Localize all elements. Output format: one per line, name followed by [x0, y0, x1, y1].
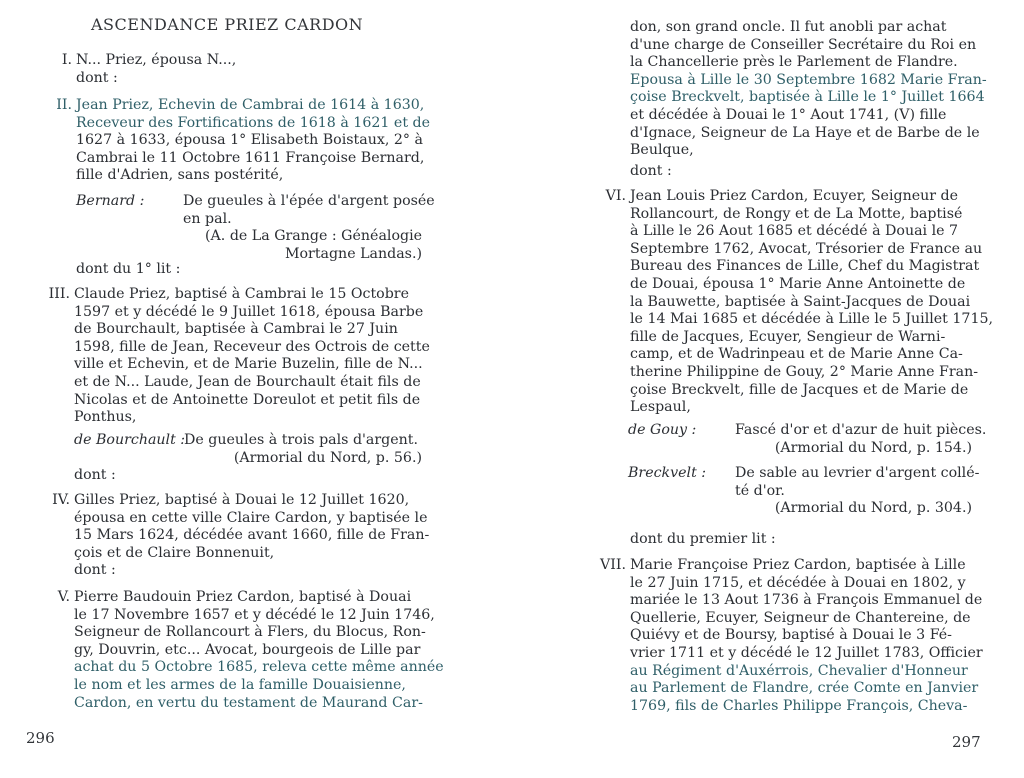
arms-desc-line: De sable au levrier d'argent collé- — [735, 465, 980, 481]
dont: dont : — [630, 163, 672, 179]
entry-line: Pierre Baudouin Priez Cardon, baptisé à Douai — [74, 589, 412, 605]
entry-line: N... Priez, épousa N..., — [76, 52, 237, 68]
arms-description — [735, 465, 980, 518]
arms-desc-line: De gueules à l'épée d'argent posée — [183, 193, 435, 209]
arms-name: de Bourchault : — [74, 432, 186, 448]
entry-VII — [600, 557, 983, 715]
entry-V-continuation — [630, 19, 987, 160]
entry-line: et de N... Laude, Jean de Bourchault était fils de — [74, 373, 421, 390]
entry-numeral: IV. — [52, 492, 70, 508]
arms-name: Bernard : — [76, 193, 145, 209]
arms-source: (A. de La Grange : Généalogie — [205, 228, 422, 245]
entry-line: d'Ignace, Seigneur de La Haye et de Barbe de le — [630, 124, 980, 141]
page-number: 297 — [952, 733, 981, 751]
entry-line: fille de Jacques, Ecuyer, Sengieur de Warni- — [630, 328, 946, 345]
entry-numeral: III. — [48, 286, 70, 302]
entry-line: 15 Mars 1624, décédée avant 1660, fille de Fran- — [74, 527, 430, 544]
entry-line: Quellerie, Ecuyer, Seigneur de Chantereine, de — [630, 609, 971, 626]
entry-II — [56, 97, 431, 185]
arms-desc-line: té d'or. — [735, 482, 785, 499]
entry-line: et décédée à Douai le 1° Aout 1741, (V) fille — [630, 106, 947, 123]
entry-line: 1627 à 1633, épousa 1° Elisabeth Boistaux, 2° à — [76, 132, 423, 149]
arms-source: (Armorial du Nord, p. 154.) — [774, 439, 972, 456]
entry-line: Receveur des Fortifications de 1618 à 1621 et de — [76, 114, 431, 131]
arms-description — [735, 422, 987, 457]
entry-numeral: VII. — [600, 557, 626, 573]
arms-description — [184, 432, 422, 467]
entry-line: à Lille le 26 Aout 1685 et décédé à Douai le 7 — [630, 223, 959, 240]
entry-line: Quiévy et de Boursy, baptisé à Douai le 3 Fé- — [630, 627, 952, 644]
arms-description — [183, 193, 435, 263]
entry-numeral: VI. — [605, 188, 626, 204]
entry-line: la Chancellerie près le Parlement de Flandre. — [630, 54, 958, 71]
arms-source: (Armorial du Nord, p. 304.) — [774, 500, 972, 517]
arms-desc-line: Fascé d'or et d'azur de huit pièces. — [735, 422, 987, 438]
entry-line: Rollancourt, de Rongy et de La Motte, baptisé — [630, 205, 963, 222]
entry-line: la Bauwette, baptisée à Saint-Jacques de Douai — [630, 293, 971, 310]
entry-line: Marie Françoise Priez Cardon, baptisée à Lille — [630, 557, 966, 573]
entry-line: Bureau des Finances de Lille, Chef du Magistrat — [630, 258, 980, 275]
entry-line: fille d'Adrien, sans postérité, — [76, 167, 284, 184]
entry-line: 1598, fille de Jean, Receveur des Octrois de cette — [74, 338, 430, 355]
entry-line: çois et de Claire Bonnenuit, — [74, 544, 275, 561]
entry-line: Nicolas et de Antoinette Doreulot et petit fils de — [74, 391, 421, 408]
arms-name: de Gouy : — [628, 422, 697, 438]
arms-name: Breckvelt : — [628, 465, 707, 481]
arms-source: Mortagne Landas.) — [284, 245, 422, 262]
entry-line: 1769, fils de Charles Philippe François, Cheva- — [630, 697, 968, 714]
dont: dont : — [74, 467, 116, 483]
entry-line: camp, et de Wadrinpeau et de Marie Anne Ca- — [630, 346, 963, 363]
entry-line: achat du 5 Octobre 1685, releva cette même année — [74, 659, 444, 676]
entry-line: Jean Louis Priez Cardon, Ecuyer, Seigneur de — [630, 188, 959, 204]
entry-VI — [605, 188, 994, 417]
entry-line: le 27 Juin 1715, et décédée à Douai en 1802, y — [630, 574, 966, 591]
entry-line: le 17 Novembre 1657 et y décédé le 12 Juin 1746, — [74, 606, 435, 623]
entry-line: Cardon, en vertu du testament de Maurand Car- — [74, 694, 423, 711]
entry-line: de Douai, épousa 1° Marie Anne Antoinette de — [630, 275, 966, 292]
entry-numeral: I. — [61, 52, 72, 68]
arms-desc-line: en pal. — [183, 210, 232, 227]
entry-line: ville et Echevin, et de Marie Buzelin, fille de N... — [74, 356, 423, 373]
entry-line: Lespaul, — [630, 399, 691, 416]
entry-line: d'une charge de Conseiller Secrétaire du Roi en — [630, 36, 977, 53]
arms-desc-line: De gueules à trois pals d'argent. — [184, 432, 418, 448]
entry-line: Septembre 1762, Avocat, Trésorier de France au — [630, 240, 983, 257]
dont-first-marriage: dont du 1° lit : — [76, 261, 181, 277]
entry-line: Gilles Priez, baptisé à Douai le 12 Juillet 1620, — [74, 492, 410, 508]
right-page — [512, 0, 1024, 778]
entry-line: don, son grand oncle. Il fut anobli par achat — [630, 19, 947, 35]
entry-IV — [52, 492, 430, 580]
entry-line: Beulque, — [630, 142, 694, 159]
entry-numeral: V. — [57, 589, 70, 605]
entry-line: Ponthus, — [74, 409, 137, 426]
entry-line: le 14 Mai 1685 et décédée à Lille le 5 Juillet 1715, — [630, 311, 994, 328]
entry-line: dont : — [74, 562, 116, 579]
entry-line: Epousa à Lille le 30 Septembre 1682 Marie Fran- — [630, 71, 987, 88]
entry-line: au Parlement de Flandre, crée Comte en Janvier — [630, 680, 979, 697]
entry-line: Seigneur de Rollancourt à Flers, du Blocus, Ron- — [74, 624, 426, 641]
entry-numeral: II. — [56, 97, 72, 113]
entry-line: de Bourchault, baptisée à Cambrai le 27 Juin — [74, 321, 398, 338]
entry-III — [48, 286, 430, 427]
entry-line: therine Philippine de Gouy, 2° Marie Anne Fran- — [630, 363, 979, 380]
entry-I — [61, 52, 237, 87]
entry-V — [57, 589, 444, 712]
entry-line: gy, Douvrin, etc... Avocat, bourgeois de Lille par — [74, 641, 421, 658]
entry-line: 1597 et y décédé le 9 Juillet 1618, épousa Barbe — [74, 303, 424, 320]
entry-line: Cambrai le 11 Octobre 1611 Françoise Bernard, — [76, 149, 425, 166]
entry-line: dont : — [76, 69, 118, 86]
entry-line: épousa en cette ville Claire Cardon, y baptisée le — [74, 509, 428, 526]
entry-line: Jean Priez, Echevin de Cambrai de 1614 à 1630, — [76, 97, 425, 113]
entry-line: mariée le 13 Aout 1736 à François Emmanuel de — [630, 592, 983, 609]
page-title: ASCENDANCE PRIEZ CARDON — [91, 15, 364, 34]
entry-line: au Régiment d'Auxérrois, Chevalier d'Honneur — [630, 662, 968, 679]
page-number: 296 — [26, 729, 55, 747]
entry-line: çoise Breckvelt, fille de Jacques et de Marie de — [630, 381, 969, 398]
entry-line: le nom et les armes de la famille Douaisienne, — [74, 676, 406, 693]
entry-line: çoise Breckvelt, baptisée à Lille le 1° Juillet 1664 — [630, 89, 985, 106]
entry-line: Claude Priez, baptisé à Cambrai le 15 Octobre — [74, 286, 409, 302]
dont-first-marriage: dont du premier lit : — [630, 531, 776, 547]
arms-source: (Armorial du Nord, p. 56.) — [233, 449, 422, 466]
entry-line: vrier 1711 et y décédé le 12 Juillet 1783, Officier — [630, 644, 983, 661]
